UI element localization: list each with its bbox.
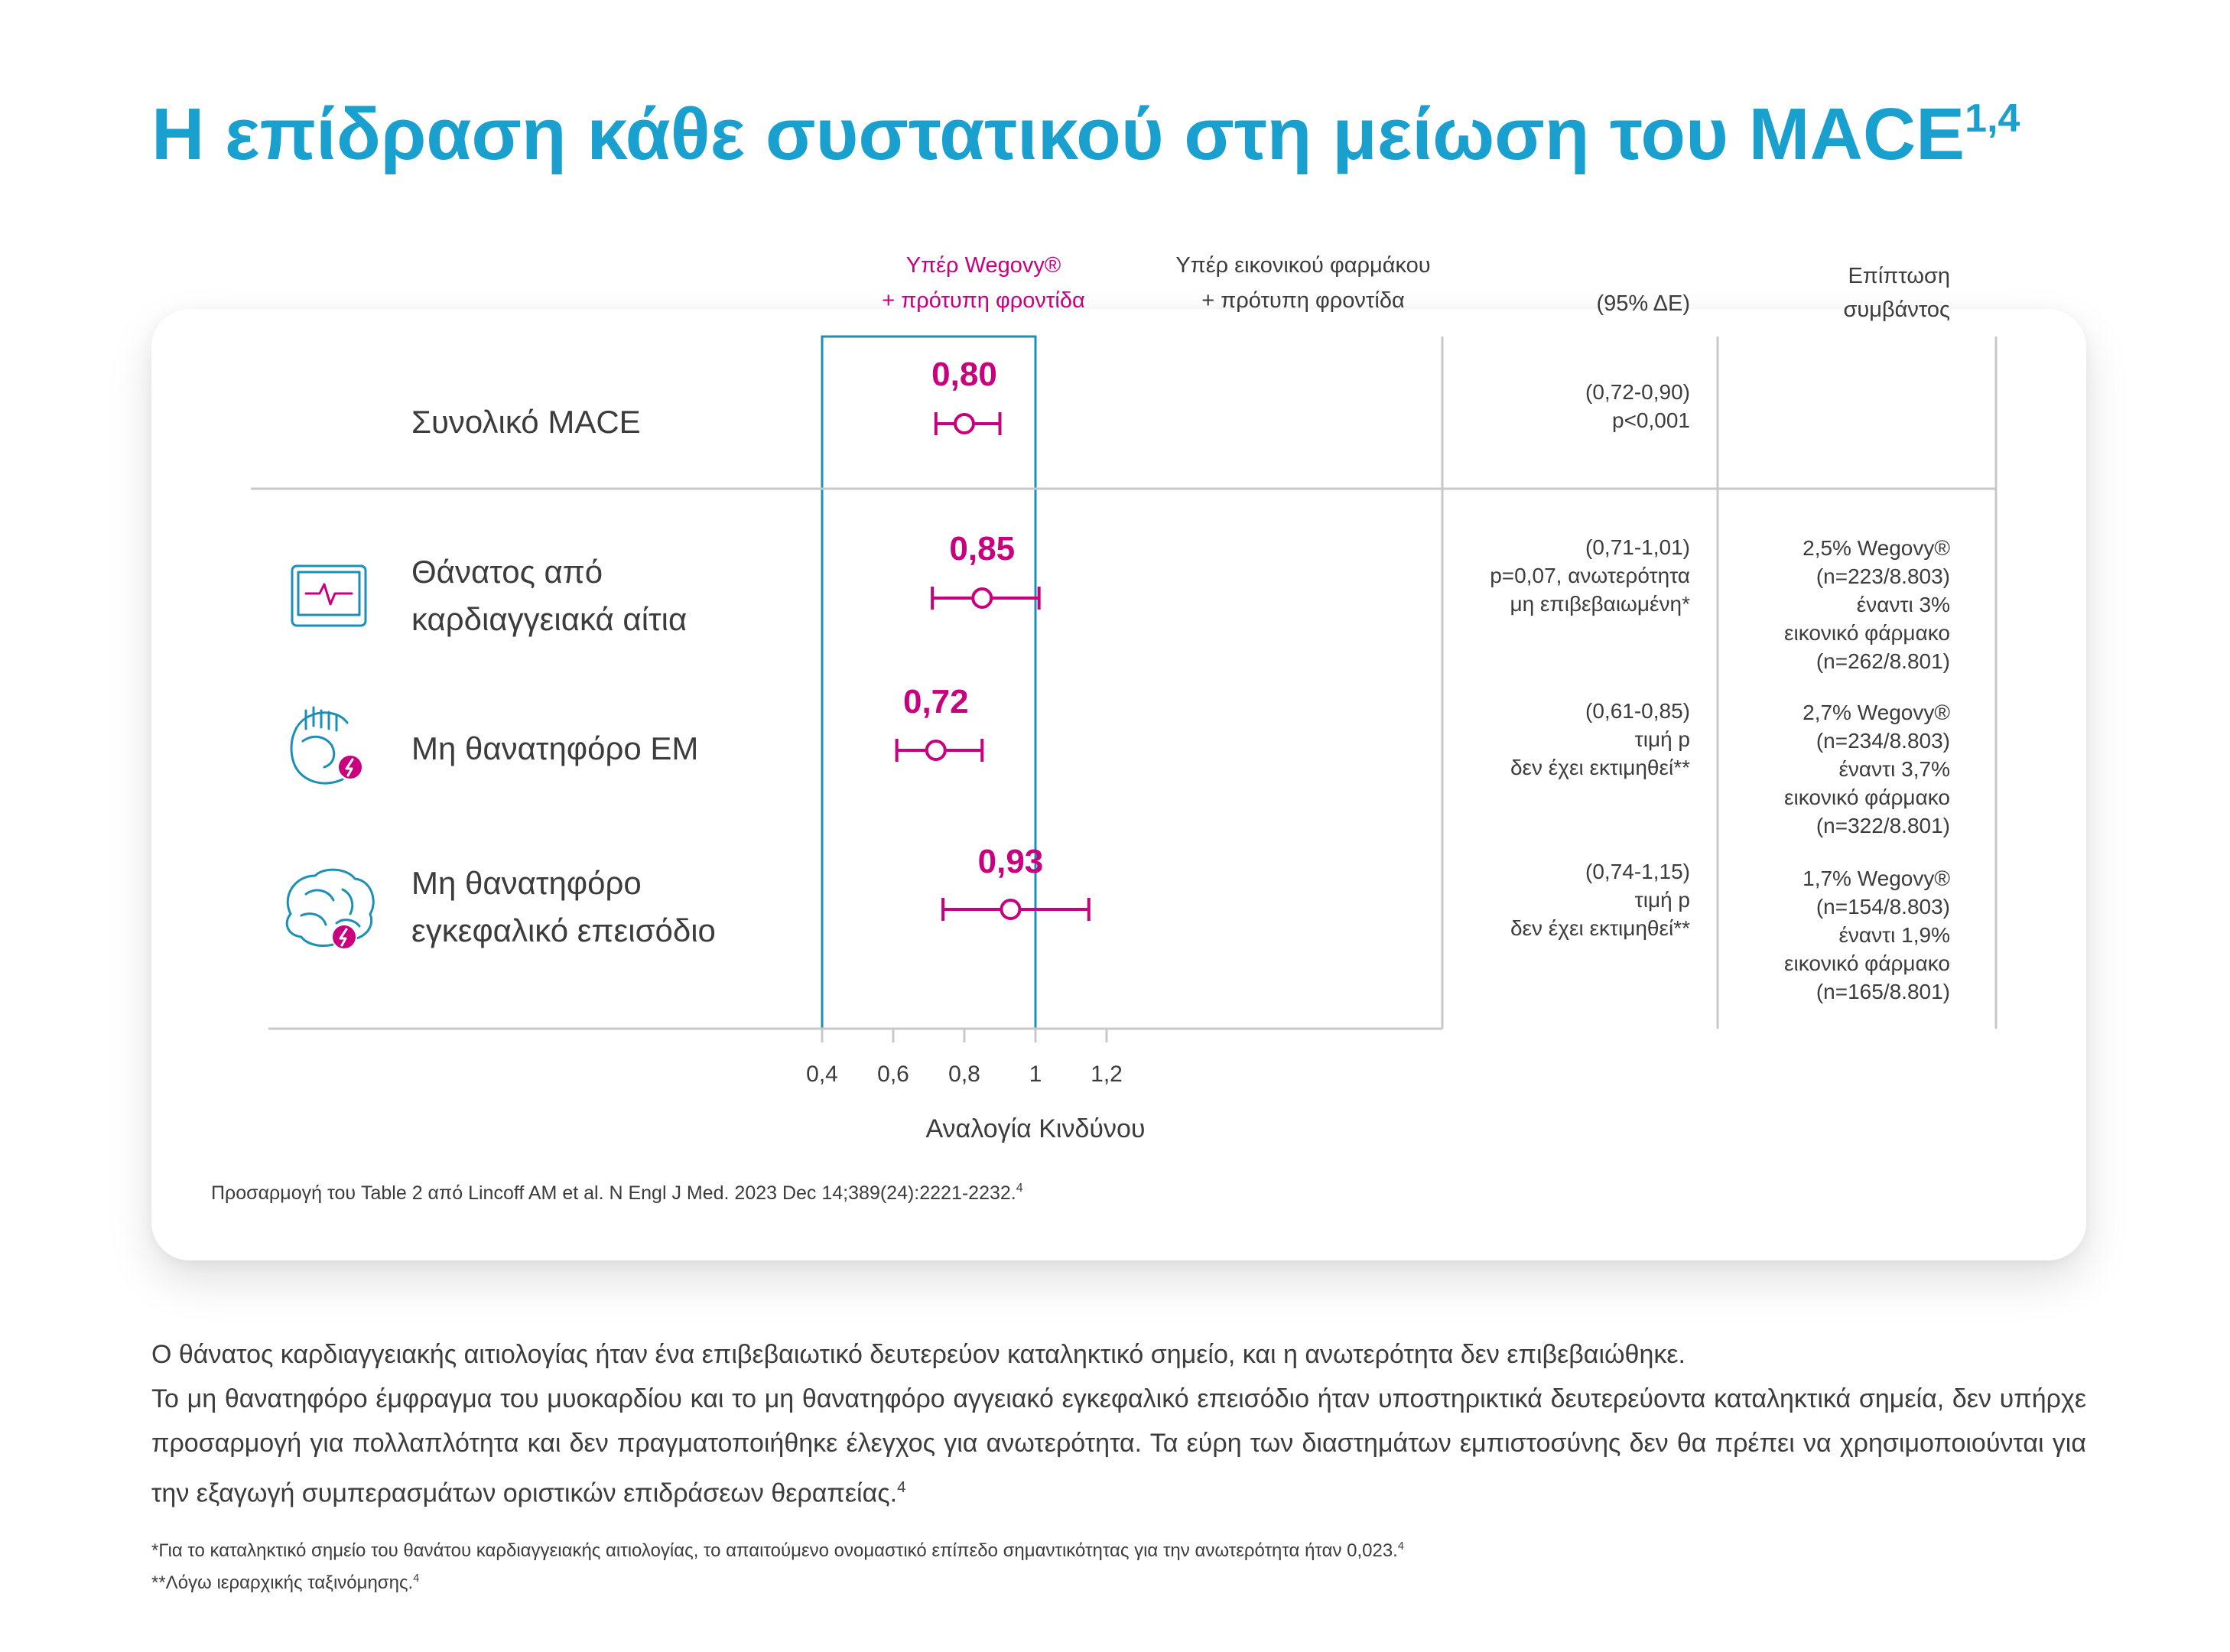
outcome-label: Μη θανατηφόρο ΕΜ (411, 730, 699, 766)
footnote-2-text: **Λόγω ιεραρχικής ταξινόμησης. (151, 1572, 414, 1593)
x-tick-label: 0,4 (806, 1062, 838, 1087)
body-line-1: Ο θάνατος καρδιαγγειακής αιτιολογίας ήταν ένα επιβεβαιωτικό δευτερεύον καταληκτικό σημείο, και η ανωτερότητα δεν επιβεβαιώθηκε. (151, 1340, 1686, 1369)
x-tick-label: 0,6 (877, 1062, 909, 1087)
x-tick-label: 0,8 (948, 1062, 980, 1087)
forest-plot (151, 253, 2086, 1260)
incidence-text-line: (n=223/8.803) (1816, 564, 1950, 588)
hazard-ratio-point (1001, 900, 1019, 919)
footnotes (151, 1533, 1404, 1597)
incidence-text-line: εικονικό φάρμακο (1784, 951, 1950, 975)
heart-monitor-icon (292, 566, 366, 626)
ci-text-line: p<0,001 (1612, 408, 1690, 432)
hazard-ratio-label: 0,85 (949, 530, 1016, 567)
ci-text-line: p=0,07, ανωτερότητα (1490, 564, 1690, 587)
outcome-label: Μη θανατηφόρο (411, 865, 642, 901)
source-note-superscript: 4 (1016, 1182, 1023, 1195)
incidence-text-line: 2,7% Wegovy® (1803, 701, 1950, 724)
outcome-label-line-2: καρδιαγγειακά αίτια (411, 601, 688, 637)
heart-chamber (303, 737, 334, 767)
ci-text-line: δεν έχει εκτιμηθεί** (1510, 916, 1690, 940)
incidence-text-line: έναντι 3,7% (1838, 757, 1950, 781)
incidence-text-line: (n=154/8.803) (1816, 895, 1950, 919)
hazard-ratio-label: 0,93 (977, 843, 1044, 880)
incidence-text-line: 2,5% Wegovy® (1803, 536, 1950, 560)
incidence-text-line: εικονικό φάρμακο (1784, 785, 1950, 809)
heart-vessels (306, 707, 336, 730)
incidence-text-line: (n=322/8.801) (1816, 814, 1950, 837)
page-title-superscript: 1,4 (1965, 96, 2020, 141)
ci-text-line: (0,61-0,85) (1585, 699, 1690, 723)
source-note: Προσαρμογή του Table 2 από Lincoff AM et al. N Engl J Med. 2023 Dec 14;389(24):2221-2232.$^4$ (211, 1182, 1023, 1204)
forest-plot-card (151, 253, 2086, 1260)
footnote-1-text: *Για το καταληκτικό σημείο του θανάτου καρδιαγγειακής αιτιολογίας, το απαιτούμενο ονομαστικό επίπεδο σημαντικότητας για την ανωτερότητα ήταν 0,023. (151, 1540, 1398, 1561)
footnote-2 (151, 1565, 1404, 1597)
outcome-label: Συνολικό MACE (411, 404, 641, 440)
ecg-trace (306, 584, 352, 604)
page-title-text: Η επίδραση κάθε συστατικού στη μείωση του MACE (151, 93, 1965, 175)
body-line-2 (151, 1377, 2086, 1515)
header-favours-placebo-line-2: + πρότυπη φροντίδα (1201, 288, 1405, 313)
header-favours-wegovy: Υπέρ Wegovy® (905, 253, 1061, 278)
incidence-text-line: 1,7% Wegovy® (1803, 867, 1950, 890)
incidence-text-line: έναντι 3% (1856, 593, 1950, 616)
header-favours-placebo: Υπέρ εικονικού φαρμάκου (1175, 253, 1431, 278)
ci-text-line: (0,71-1,01) (1585, 535, 1690, 559)
hazard-ratio-point (927, 741, 945, 759)
footnote-1 (151, 1533, 1404, 1565)
incidence-text-line: (n=165/8.801) (1816, 980, 1950, 1003)
alert-badge (332, 925, 356, 949)
footnote-2-superscript: 4 (413, 1572, 420, 1585)
incidence-text-line: εικονικό φάρμακο (1784, 621, 1950, 645)
ci-text-line: μη επιβεβαιωμένη* (1510, 592, 1690, 616)
ci-text-line: (0,74-1,15) (1585, 860, 1690, 883)
brain-stroke-icon (287, 870, 373, 949)
ci-text-line: (0,72-0,90) (1585, 380, 1690, 404)
hazard-ratio-label: 0,72 (902, 683, 969, 720)
incidence-text-line: έναντι 1,9% (1838, 923, 1950, 947)
body-superscript: 4 (897, 1479, 906, 1496)
page-title (151, 93, 2020, 175)
heart-attack-icon (291, 707, 362, 783)
incidence-text-line: (n=262/8.801) (1816, 649, 1950, 673)
x-axis-title: Αναλογία Κινδύνου (925, 1114, 1146, 1143)
header-incidence: Επίπτωση (1848, 264, 1950, 288)
alert-badge (338, 755, 362, 779)
incidence-text-line: (n=234/8.803) (1816, 729, 1950, 753)
hazard-ratio-label: 0,80 (931, 356, 997, 393)
outcome-label: Θάνατος από (411, 554, 603, 590)
x-tick-label: 1,2 (1091, 1062, 1123, 1087)
body-line-2-text: Το μη θανατηφόρο έμφραγμα του μυοκαρδίου και το μη θανατηφόρο αγγειακό εγκεφαλικό επεισόδιο ήταν υποστηρικτικά δευτερεύοντα καταληκτικά σημεία, δεν υπήρχε προσαρμογή για πολλαπλότητα και δεν πραγματοποιήθηκε έλεγχος για ανωτερότητα. Τα εύρη των διαστημάτων εμπιστοσύνης δεν θα πρέπει να χρησιμοποιούνται για την εξαγωγή συμπερασμάτων οριστικών επιδράσεων θεραπείας. (151, 1384, 2086, 1508)
footnote-1-superscript: 4 (1397, 1540, 1404, 1553)
outcome-label-line-2: εγκεφαλικό επεισόδιο (411, 912, 716, 948)
x-tick-label: 1 (1029, 1062, 1042, 1087)
ci-text-line: δεν έχει εκτιμηθεί** (1510, 756, 1690, 779)
header-incidence-line-2: συμβάντος (1843, 298, 1950, 322)
hazard-ratio-point (955, 415, 974, 433)
header-ci: (95% ΔΕ) (1596, 291, 1690, 316)
body-paragraph (151, 1332, 2086, 1515)
ci-text-line: τιμή p (1634, 727, 1690, 751)
hazard-ratio-point (973, 589, 991, 607)
header-favours-wegovy-line-2: + πρότυπη φροντίδα (882, 288, 1085, 313)
ci-text-line: τιμή p (1634, 888, 1690, 912)
brain-folds (301, 889, 359, 926)
brain-outline (287, 870, 373, 945)
